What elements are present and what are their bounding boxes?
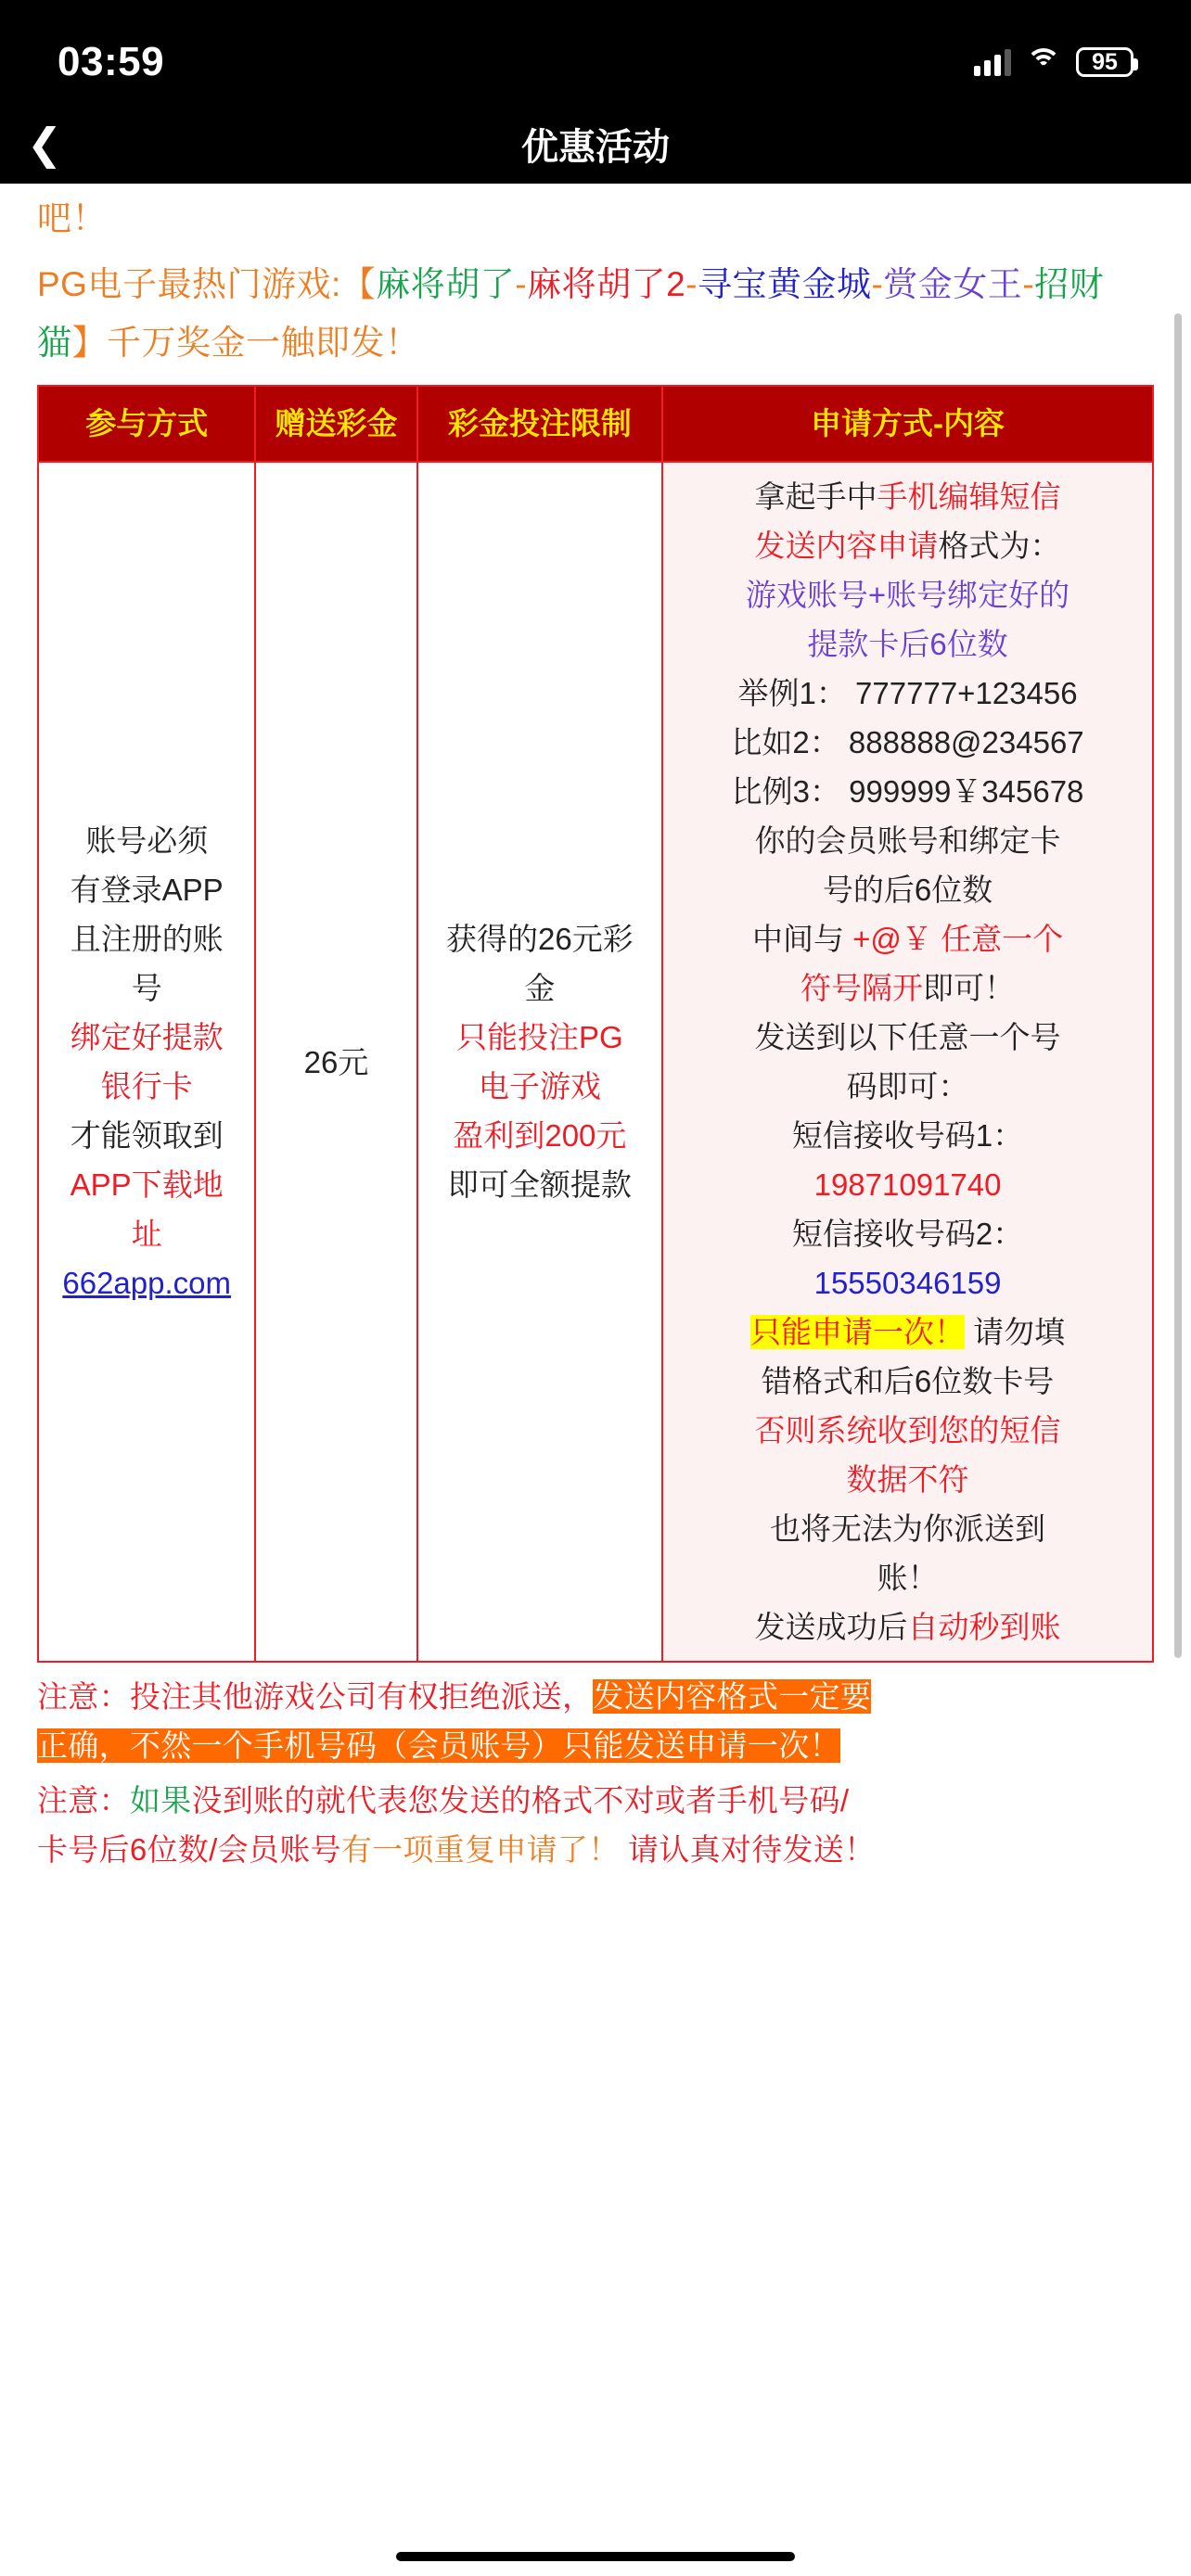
apply-text-red: 发送内容申请 bbox=[754, 529, 939, 563]
apply-text-black: 请勿填 bbox=[964, 1315, 1066, 1349]
intro-line-1 bbox=[37, 184, 1154, 248]
cell-bet-restriction bbox=[417, 462, 662, 1662]
note-1 bbox=[37, 1663, 1154, 1770]
app-download-link[interactable]: 662app.com bbox=[62, 1266, 231, 1300]
apply-text-black: 发送成功后 bbox=[754, 1610, 908, 1644]
text-line: 址 bbox=[131, 1217, 162, 1251]
note-2 bbox=[37, 1770, 1154, 1874]
note-1-highlight-1: 发送内容格式一定要 bbox=[593, 1679, 872, 1714]
sep-4: - bbox=[1022, 265, 1035, 303]
text-line: APP下载地 bbox=[70, 1167, 224, 1202]
game-name-1: 麻将胡了 bbox=[376, 265, 516, 303]
text-line: 短信接收号码1： bbox=[791, 1118, 1024, 1153]
intro-prefix: PG电子最热门游戏:【 bbox=[37, 265, 377, 303]
text-line: 你的会员账号和绑定卡 bbox=[754, 823, 1061, 858]
text-line: 数据不符 bbox=[846, 1462, 969, 1497]
text-line bbox=[671, 963, 1145, 1013]
status-bar bbox=[0, 0, 1191, 104]
wifi-icon bbox=[1026, 48, 1061, 76]
text-line: 只能投注PG bbox=[456, 1020, 623, 1054]
text-line: 金 bbox=[524, 971, 556, 1005]
intro-line-2 bbox=[37, 248, 1154, 385]
sms-number-1: 19871091740 bbox=[813, 1167, 1002, 1202]
scrollbar[interactable] bbox=[1174, 313, 1182, 1658]
game-name-2: 麻将胡了2 bbox=[527, 265, 686, 303]
text-line: 错格式和后6位数卡号 bbox=[761, 1364, 1055, 1398]
cell-application-method bbox=[662, 462, 1153, 1662]
text-line: 码即可： bbox=[846, 1069, 969, 1103]
text-line: 号 bbox=[131, 971, 162, 1005]
chevron-left-icon[interactable]: ❮ bbox=[26, 120, 63, 168]
battery-level: 95 bbox=[1092, 48, 1118, 75]
text-line: 电子游戏 bbox=[478, 1069, 601, 1103]
cell-bonus-amount: 26元 bbox=[255, 462, 416, 1662]
note-1-highlight-2: 正确，不然一个手机号码（会员账号）只能发送申请一次！ bbox=[37, 1728, 840, 1763]
text-line: 即可全额提款 bbox=[447, 1167, 632, 1202]
intro-line-1-text: 吧！ bbox=[37, 199, 107, 237]
status-time: 03:59 bbox=[58, 39, 165, 84]
text-line: 短信接收号码2： bbox=[791, 1217, 1024, 1251]
text-line: 号的后6位数 bbox=[822, 873, 993, 907]
note-2-a: 注意： bbox=[37, 1783, 130, 1817]
table-header-cell: 申请方式-内容 bbox=[662, 386, 1153, 462]
battery-icon bbox=[1076, 47, 1133, 77]
apply-text-black: 拿起手中 bbox=[754, 479, 877, 514]
text-line: 也将无法为你派送到 bbox=[770, 1511, 1046, 1546]
promo-content bbox=[0, 184, 1191, 2576]
table-header-cell: 彩金投注限制 bbox=[417, 386, 662, 462]
status-indicators bbox=[974, 47, 1133, 77]
page-title: 优惠活动 bbox=[521, 126, 670, 168]
apply-text-black: 格式为： bbox=[938, 529, 1061, 563]
note-2-d: 卡号后6位数/会员账号 bbox=[37, 1832, 341, 1867]
table-header-cell: 参与方式 bbox=[38, 386, 255, 462]
text-line: 游戏账号+账号绑定好的 bbox=[745, 578, 1070, 612]
sep-3: - bbox=[871, 265, 884, 303]
table-header-row bbox=[38, 386, 1153, 462]
text-line: 银行卡 bbox=[100, 1069, 193, 1103]
cellular-signal-icon bbox=[974, 48, 1011, 76]
apply-text-red: 符号隔开 bbox=[800, 971, 924, 1005]
game-name-3: 寻宝黄金城 bbox=[697, 265, 872, 303]
sms-number-2: 15550346159 bbox=[813, 1266, 1002, 1300]
text-line: 比如2： 888888@234567 bbox=[731, 725, 1084, 759]
game-name-5: 招财猫 bbox=[37, 265, 1105, 362]
text-line: 盈利到200元 bbox=[453, 1118, 627, 1153]
nav-bar bbox=[0, 104, 1191, 184]
apply-text-black: 即可！ bbox=[923, 971, 1016, 1005]
text-line: 有登录APP bbox=[70, 873, 224, 907]
apply-text-black: 中间与 bbox=[751, 922, 853, 956]
note-1-plain: 注意：投注其他游戏公司有权拒绝派送， bbox=[37, 1679, 594, 1714]
note-2-e: 有一项重复申请了！ bbox=[340, 1832, 620, 1867]
apply-text-red: 手机编辑短信 bbox=[877, 479, 1061, 514]
text-line: 获得的26元彩 bbox=[446, 922, 634, 956]
text-line: 账！ bbox=[877, 1561, 939, 1595]
text-line: 才能领取到 bbox=[70, 1118, 224, 1153]
table-row bbox=[38, 462, 1153, 1662]
text-line: 绑定好提款 bbox=[70, 1020, 224, 1054]
text-line: 否则系统收到您的短信 bbox=[754, 1413, 1061, 1447]
text-line bbox=[671, 521, 1145, 570]
text-line: 账号必须 bbox=[85, 823, 209, 858]
home-indicator bbox=[396, 2552, 795, 2561]
text-line bbox=[671, 472, 1145, 521]
game-name-4: 赏金女王 bbox=[883, 265, 1023, 303]
text-line bbox=[671, 914, 1145, 963]
text-line: 发送到以下任意一个号 bbox=[754, 1020, 1061, 1054]
highlight-once-only: 只能申请一次！ bbox=[749, 1315, 965, 1349]
text-line bbox=[671, 1307, 1145, 1357]
text-line bbox=[671, 1602, 1145, 1651]
text-line: 举例1： 777777+123456 bbox=[737, 676, 1078, 710]
cell-participation bbox=[38, 462, 255, 1662]
text-line: 提款卡后6位数 bbox=[807, 627, 1008, 661]
note-2-c: 没到账的就代表您发送的格式不对或者手机号码/ bbox=[191, 1783, 850, 1817]
apply-text-red: 自动秒到账 bbox=[907, 1610, 1061, 1644]
note-2-f: 请认真对待发送！ bbox=[619, 1832, 876, 1867]
note-2-b: 如果 bbox=[129, 1783, 192, 1817]
sep-1: - bbox=[515, 265, 528, 303]
sep-2: - bbox=[685, 265, 698, 303]
promo-table bbox=[37, 385, 1154, 1663]
text-line: 且注册的账 bbox=[70, 922, 224, 956]
intro-suffix: 】千万奖金一触即发！ bbox=[71, 324, 420, 362]
table-header-cell: 赠送彩金 bbox=[255, 386, 416, 462]
apply-text-red: +@￥ 任意一个 bbox=[852, 922, 1064, 956]
text-line: 比例3： 999999￥345678 bbox=[731, 774, 1084, 809]
